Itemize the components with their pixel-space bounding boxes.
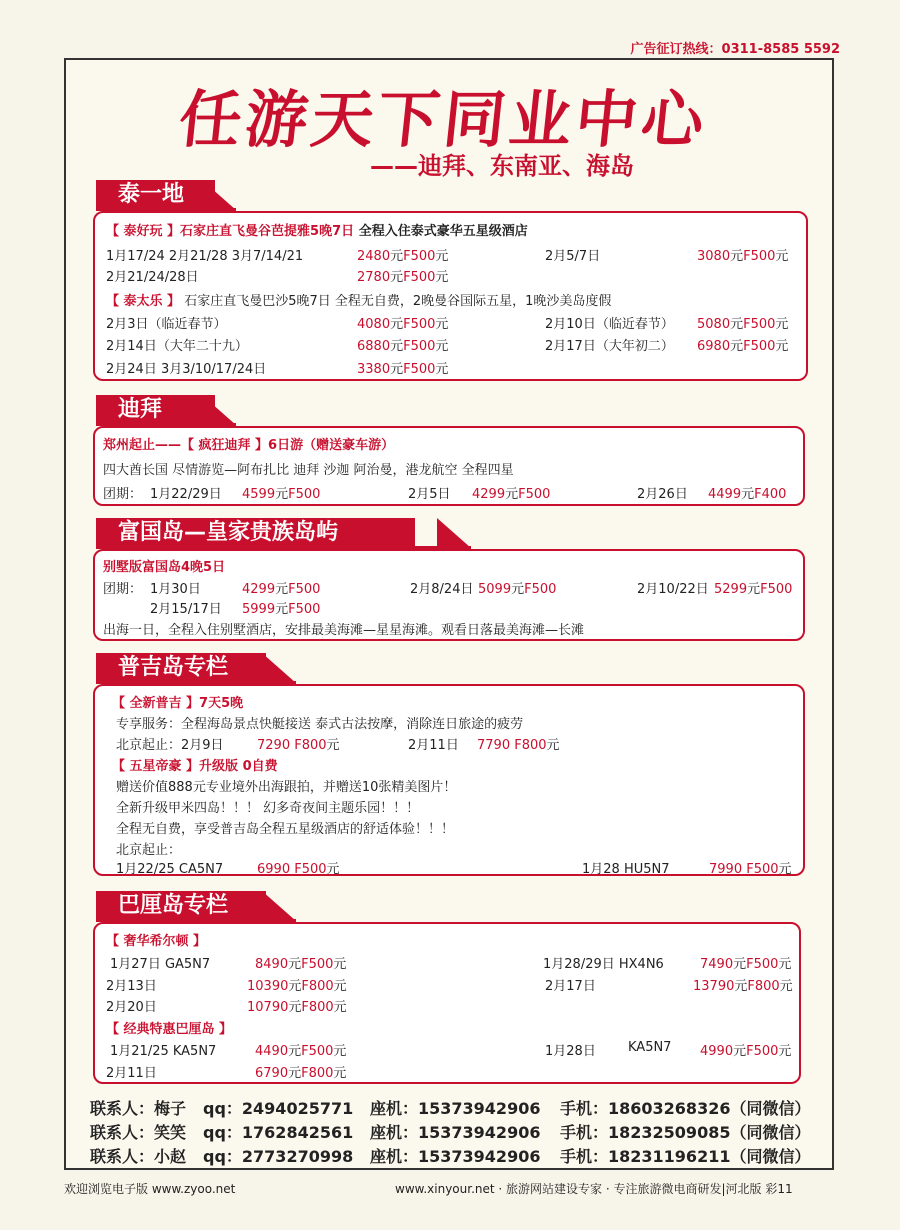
footer-right: www.xinyour.net · 旅游网站建设专家 · 专注旅游微电商研发|河北版 彩11 <box>395 1182 793 1196</box>
bali-price-7: 4990元F500元 <box>700 1044 792 1059</box>
phuket-price-1: 7290 F800元 <box>257 738 340 753</box>
section-header-phuket: 普吉岛专栏 <box>96 653 296 683</box>
bali-price-3: 10390元F800元 <box>247 979 347 994</box>
contact-mobile: 手机：18231196211（同微信） <box>560 1147 811 1166</box>
phuket-title-1: 【 全新普吉 】7天5晚 <box>112 696 244 711</box>
page-title: 任游天下同业中心 <box>175 83 712 156</box>
bali-price-6: 4490元F500元 <box>255 1044 347 1059</box>
phuquoc-date-3: 2月10/22日 <box>637 582 709 597</box>
thai-price-1b: 3080元F500元 <box>697 249 789 264</box>
phuket-date-3: 1月22/25 CA5N7 <box>116 862 224 877</box>
bali-price-5: 10790元F800元 <box>247 1000 347 1015</box>
phuquoc-date-2: 2月8/24日 <box>410 582 474 597</box>
bali-code-7: KA5N7 <box>628 1040 672 1055</box>
contact-name: 联系人：小赵 <box>90 1147 187 1166</box>
contact-tel: 座机：15373942906 <box>370 1147 541 1166</box>
bali-date-1: 1月27日 GA5N7 <box>110 957 211 972</box>
thai-dates-2: 2月21/24/28日 <box>106 270 199 285</box>
bali-price-4: 13790元F800元 <box>693 979 793 994</box>
contact-qq: qq：1762842561 <box>203 1123 354 1142</box>
phuket-date-1: 北京起止：2月9日 <box>116 738 224 753</box>
thai-price-1: 2480元F500元 <box>357 249 449 264</box>
phuket-price-2: 7790 F800元 <box>477 738 560 753</box>
footer-left: 欢迎浏览电子版 www.zyoo.net <box>64 1182 236 1196</box>
phuket-date-2: 2月11日 <box>408 738 459 753</box>
phuquoc-label: 团期： <box>103 582 143 597</box>
thai-price-5: 3380元F500元 <box>357 362 449 377</box>
thai-product-1: 【 泰好玩 】石家庄直飞曼谷芭提雅5晚7日 全程入住泰式豪华五星级酒店 <box>106 224 528 239</box>
phuquoc-date-4: 2月15/17日 <box>150 602 222 617</box>
bali-price-1: 8490元F500元 <box>255 957 347 972</box>
bali-date-4: 2月17日 <box>545 979 596 994</box>
thai-dates-4b: 2月17日（大年初二） <box>545 339 674 354</box>
section-header-phuquoc: 富国岛—皇家贵族岛屿 <box>96 518 471 548</box>
dubai-label: 团期： <box>103 487 143 502</box>
dubai-price-1: 4599元F500 <box>242 487 321 502</box>
dubai-price-3: 4499元F400 <box>708 487 787 502</box>
phuquoc-title: 别墅版富国岛4晚5日 <box>103 560 226 575</box>
ad-hotline: 广告征订热线：0311-8585 5592 <box>630 42 840 57</box>
thai-price-4b: 6980元F500元 <box>697 339 789 354</box>
section-header-bali: 巴厘岛专栏 <box>96 891 296 921</box>
thai-price-3: 4080元F500元 <box>357 317 449 332</box>
phuket-price-3: 6990 F500元 <box>257 862 340 877</box>
phuquoc-desc: 出海一日，全程入住别墅酒店，安排最美海滩—星星海滩。观看日落最美海滩—长滩 <box>103 623 585 638</box>
bali-date-3: 2月13日 <box>106 979 157 994</box>
contact-tel: 座机：15373942906 <box>370 1123 541 1142</box>
thai-dates-5: 2月24日 3月3/10/17/24日 <box>106 362 267 377</box>
bali-title-1: 【 奢华希尔顿 】 <box>106 934 207 949</box>
thai-price-4: 6880元F500元 <box>357 339 449 354</box>
thai-product-2: 【 泰太乐 】 石家庄直飞曼巴沙5晚7日 全程无自费，2晚曼谷国际五星，1晚沙美岛度假 <box>106 294 612 309</box>
thai-price-2: 2780元F500元 <box>357 270 449 285</box>
phuket-title-2: 【 五星帝豪 】升级版 0自费 <box>112 759 278 774</box>
phuket-line-2: 全新升级甲米四岛！！！ 幻多奇夜间主题乐园！！！ <box>116 801 420 816</box>
phuquoc-price-2: 5099元F500 <box>478 582 557 597</box>
dubai-desc: 四大酋长国 尽情游览—阿布扎比 迪拜 沙迦 阿治曼，港龙航空 全程四星 <box>103 463 514 478</box>
bali-date-6: 1月21/25 KA5N7 <box>110 1044 217 1059</box>
thai-dates-4: 2月14日（大年二十九） <box>106 339 248 354</box>
dubai-date-3: 2月26日 <box>637 487 688 502</box>
phuket-line-1: 赠送价值888元专业境外出海跟拍，并赠送10张精美图片！ <box>116 780 457 795</box>
dubai-date-1: 1月22/29日 <box>150 487 222 502</box>
phuquoc-date-1: 1月30日 <box>150 582 201 597</box>
bali-price-8: 6790元F800元 <box>255 1066 347 1081</box>
thai-dates-1b: 2月5/7日 <box>545 249 601 264</box>
bali-title-2: 【 经典特惠巴厘岛 】 <box>106 1022 233 1037</box>
thai-dates-3: 2月3日（临近春节） <box>106 317 227 332</box>
phuquoc-price-3: 5299元F500 <box>714 582 793 597</box>
thai-price-3b: 5080元F500元 <box>697 317 789 332</box>
dubai-date-2: 2月5日 <box>408 487 451 502</box>
phuket-service: 专享服务：全程海岛景点快艇接送 泰式古法按摩，消除连日旅途的疲劳 <box>116 717 524 732</box>
contact-mobile: 手机：18232509085（同微信） <box>560 1123 811 1142</box>
bali-date-5: 2月20日 <box>106 1000 157 1015</box>
contact-mobile: 手机：18603268326（同微信） <box>560 1099 811 1118</box>
phuket-date-4: 1月28 HU5N7 <box>582 862 670 877</box>
contact-name: 联系人：梅子 <box>90 1099 187 1118</box>
page-subtitle: ——迪拜、东南亚、海岛 <box>370 152 634 180</box>
thai-dates-3b: 2月10日（临近春节） <box>545 317 674 332</box>
phuket-line-3: 全程无自费，享受普吉岛全程五星级酒店的舒适体验！！！ <box>116 822 455 837</box>
contact-name: 联系人：笑笑 <box>90 1123 187 1142</box>
dubai-title: 郑州起止——【 疯狂迪拜 】6日游（赠送豪车游） <box>103 438 395 453</box>
thai-dates-1: 1月17/24 2月21/28 3月7/14/21 <box>106 249 304 264</box>
contact-qq: qq：2494025771 <box>203 1099 354 1118</box>
dubai-price-2: 4299元F500 <box>472 487 551 502</box>
bali-date-2: 1月28/29日 HX4N6 <box>543 957 664 972</box>
phuket-price-4: 7990 F500元 <box>709 862 792 877</box>
section-header-thai: 泰一地 <box>96 180 236 210</box>
phuket-line-4: 北京起止： <box>116 843 182 858</box>
bali-price-2: 7490元F500元 <box>700 957 792 972</box>
bali-date-7: 1月28日 <box>545 1044 596 1059</box>
contact-tel: 座机：15373942906 <box>370 1099 541 1118</box>
phuquoc-price-4: 5999元F500 <box>242 602 321 617</box>
bali-date-8: 2月11日 <box>106 1066 157 1081</box>
section-header-dubai: 迪拜 <box>96 395 236 425</box>
phuquoc-price-1: 4299元F500 <box>242 582 321 597</box>
contact-qq: qq：2773270998 <box>203 1147 354 1166</box>
